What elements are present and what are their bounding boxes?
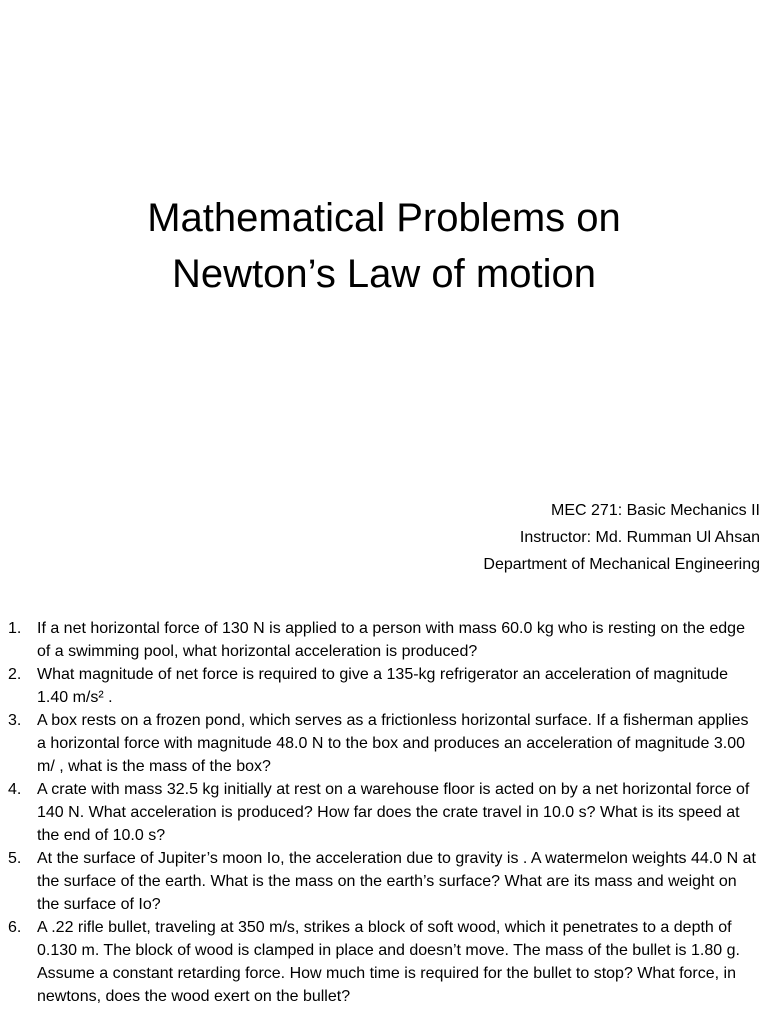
problem-number: 6. (8, 919, 22, 936)
course-info (483, 497, 760, 578)
problem-number: 5. (8, 850, 22, 867)
page-title (0, 190, 768, 302)
problem-item (8, 778, 760, 847)
problem-text: A crate with mass 32.5 kg initially at rest on a warehouse floor is acted on by a net horizontal force of 140 N. What acceleration is produced? How far does the crate travel in 10.0 s? What is its speed at the end of 10.0 s? (37, 781, 750, 844)
problem-item (8, 663, 760, 709)
title-line-1: Mathematical Problems on (147, 196, 621, 240)
problem-item (8, 617, 760, 663)
course-code: MEC 271: Basic Mechanics II (551, 502, 760, 519)
problem-number: 3. (8, 712, 22, 729)
problem-number: 2. (8, 666, 22, 683)
title-line-2: Newton’s Law of motion (172, 252, 596, 296)
problem-item (8, 709, 760, 778)
instructor-name: Instructor: Md. Rumman Ul Ahsan (519, 529, 760, 546)
problem-text: If a net horizontal force of 130 N is applied to a person with mass 60.0 kg who is resting on the edge of a swimming pool, what horizontal acceleration is produced? (37, 620, 745, 660)
problem-item (8, 916, 760, 1008)
problem-list (8, 617, 760, 1008)
problem-item (8, 847, 760, 916)
problem-number: 4. (8, 781, 22, 798)
problem-text: At the surface of Jupiter’s moon Io, the acceleration due to gravity is . A watermelon weights 44.0 N at the surface of the earth. What is the mass on the earth’s surface? What are its mass and weight on the surface of Io? (37, 850, 756, 913)
problem-number: 1. (8, 620, 22, 637)
problem-text: What magnitude of net force is required to give a 135-kg refrigerator an acceleration of magnitude 1.40 m/s² . (37, 666, 729, 706)
problem-text: A .22 rifle bullet, traveling at 350 m/s, strikes a block of soft wood, which it penetrates to a depth of 0.130 m. The block of wood is clamped in place and doesn’t move. The mass of the bullet is 1.80 g. Assume a constant retarding force. How much time is required for the bullet to stop? What force, in newtons, does the wood exert on the bullet? (37, 919, 740, 1005)
department-name: Department of Mechanical Engineering (483, 556, 760, 573)
problem-text: A box rests on a frozen pond, which serves as a frictionless horizontal surface. If a fisherman applies a horizontal force with magnitude 48.0 N to the box and produces an acceleration of magnitude 3.00 m/ , what is the mass of the box? (37, 712, 749, 775)
